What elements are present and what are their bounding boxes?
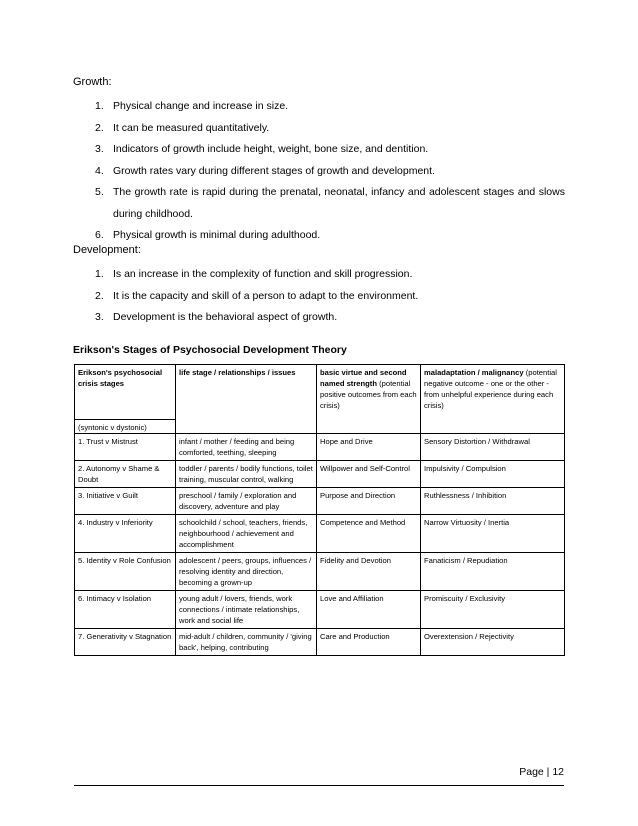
table-row — [75, 488, 565, 515]
stage-cell: 7. Generativity v Stagnation — [75, 629, 176, 656]
list-item: 3. Indicators of growth include height, weight, bone size, and dentition. — [95, 143, 429, 155]
maladaptation-cell: Sensory Distortion / Withdrawal — [421, 434, 565, 461]
header-cell-virtue: basic virtue and second named strength (potential positive outcomes from each crisis) — [317, 365, 421, 434]
virtue-cell: Love and Affiliation — [317, 591, 421, 629]
section-title: Erikson's Stages of Psychosocial Development Theory — [73, 344, 347, 356]
header-cell-stages: Erikson's psychosocial crisis stages (syntonic v dystonic) — [75, 365, 176, 434]
maladaptation-cell: Fanaticism / Repudiation — [421, 553, 565, 591]
erikson-table — [74, 364, 565, 656]
life-cell: young adult / lovers, friends, work connections / intimate relationships, work and social life — [176, 591, 317, 629]
life-cell: mid-adult / children, community / 'giving back', helping, contributing — [176, 629, 317, 656]
stage-cell: 5. Identity v Role Confusion — [75, 553, 176, 591]
maladaptation-cell: Ruthlessness / Inhibition — [421, 488, 565, 515]
list-item: 3. Development is the behavioral aspect of growth. — [95, 311, 338, 323]
table-row — [75, 461, 565, 488]
maladaptation-cell: Promiscuity / Exclusivity — [421, 591, 565, 629]
virtue-cell: Hope and Drive — [317, 434, 421, 461]
life-cell: preschool / family / exploration and discovery, adventure and play — [176, 488, 317, 515]
maladaptation-cell: Impulsivity / Compulsion — [421, 461, 565, 488]
life-cell: toddler / parents / bodily functions, toilet training, muscular control, walking — [176, 461, 317, 488]
virtue-cell: Willpower and Self-Control — [317, 461, 421, 488]
development-heading: Development: — [73, 244, 141, 256]
table-header-row — [75, 365, 565, 434]
table-row — [75, 553, 565, 591]
development-list — [95, 264, 565, 329]
list-item: 4. Growth rates vary during different stages of growth and development. — [95, 164, 435, 177]
maladaptation-cell: Narrow Virtuosity / Inertia — [421, 515, 565, 553]
maladaptation-cell: Overextension / Rejectivity — [421, 629, 565, 656]
header-subcell: (syntonic v dystonic) — [75, 419, 175, 433]
table-row — [75, 629, 565, 656]
list-item: 1. Is an increase in the complexity of function and skill progression. — [95, 268, 413, 280]
life-cell: infant / mother / feeding and being comforted, teething, sleeping — [176, 434, 317, 461]
growth-heading: Growth: — [73, 76, 112, 88]
stage-cell: 6. Intimacy v Isolation — [75, 591, 176, 629]
stage-cell: 4. Industry v Inferiority — [75, 515, 176, 553]
stage-cell: 1. Trust v Mistrust — [75, 434, 176, 461]
list-item: 2. It is the capacity and skill of a person to adapt to the environment. — [95, 289, 419, 302]
header-cell-life-stage: life stage / relationships / issues — [176, 365, 317, 434]
table-row — [75, 591, 565, 629]
virtue-cell: Fidelity and Devotion — [317, 553, 421, 591]
life-cell: schoolchild / school, teachers, friends, neighbourhood / achievement and accomplishment — [176, 515, 317, 553]
stage-cell: 2. Autonomy v Shame & Doubt — [75, 461, 176, 488]
virtue-cell: Care and Production — [317, 629, 421, 656]
table-row — [75, 434, 565, 461]
page-number: Page | 12 — [519, 766, 564, 778]
list-item: 5. The growth rate is rapid during the prenatal, neonatal, infancy and adolescent stages and slows during childhood. — [95, 186, 565, 220]
virtue-cell: Competence and Method — [317, 515, 421, 553]
list-item: 6. Physical growth is minimal during adulthood. — [95, 229, 321, 241]
life-cell: adolescent / peers, groups, influences / resolving identity and direction, becoming a grown-up — [176, 553, 317, 591]
growth-list — [95, 96, 565, 247]
table-row — [75, 515, 565, 553]
header-cell-maladaptation: maladaptation / malignancy (potential negative outcome - one or the other - from unhelpful experience during each crisis) — [421, 365, 565, 434]
stage-cell: 3. Initiative v Guilt — [75, 488, 176, 515]
virtue-cell: Purpose and Direction — [317, 488, 421, 515]
list-item: 1. Physical change and increase in size. — [95, 100, 289, 112]
footer-divider — [74, 785, 564, 786]
list-item: 2. It can be measured quantitatively. — [95, 121, 270, 134]
